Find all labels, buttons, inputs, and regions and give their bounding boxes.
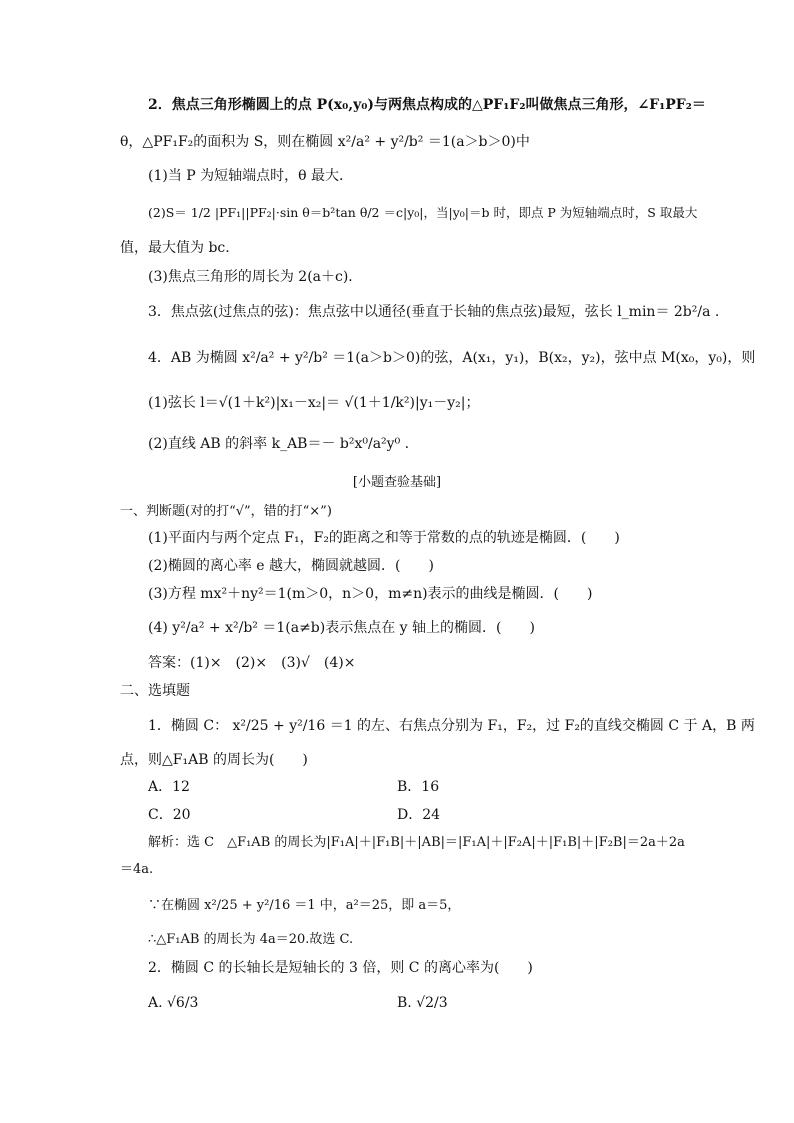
option-a: A．12 xyxy=(148,779,190,795)
text-line: (2)S＝ 1/2 |PF₁||PF₂|·sin θ＝b²tan θ/2 ＝c|y₀|，当|y₀|＝b 时，即点 P 为短轴端点时，S 取最大 xyxy=(148,205,698,220)
section-heading: [小题查验基础] xyxy=(352,475,442,490)
option-a: A. √6/3 xyxy=(148,995,199,1011)
text-line: 4．AB 为椭圆 x²/a² + y²/b² ＝1(a＞b＞0)的弦，A(x₁，y₁)，B(x₂，y₂)，弦中点 M(x₀，y₀)，则 xyxy=(148,350,756,366)
text-line: 2．椭圆 C 的长轴长是短轴长的 3 倍，则 C 的离心率为( ) xyxy=(148,960,533,976)
text-line: (3)焦点三角形的周长为 2(a＋c)． xyxy=(148,269,363,285)
text-line: 2．焦点三角形椭圆上的点 P(x₀,y₀)与两焦点构成的△PF₁F₂叫做焦点三角形，∠F₁PF₂＝ xyxy=(148,97,706,113)
text-line: 3．焦点弦(过焦点的弦)：焦点弦中以通径(垂直于长轴的焦点弦)最短，弦长 l_min＝ 2b²/a . xyxy=(148,304,720,320)
text-line: (1)平面内与两个定点 F₁，F₂的距离之和等于常数的点的轨迹是椭圆．( ) xyxy=(148,530,620,546)
answer-line: 答案：(1)× (2)× (3)√ (4)× xyxy=(148,655,356,671)
solution-line: ＝4a. xyxy=(120,862,154,877)
section-heading: 二、选填题 xyxy=(120,683,190,699)
solution-line: ∵在椭圆 x²/25 + y²/16 ＝1 中，a²＝25，即 a＝5， xyxy=(148,898,461,913)
text-line: 点，则△F₁AB 的周长为( ) xyxy=(120,752,308,768)
text-line: (2)直线 AB 的斜率 k_AB＝－ b²x⁰/a²y⁰ . xyxy=(148,436,410,452)
text-line: 值，最大值为 bc. xyxy=(120,240,230,256)
text-line: θ，△PF₁F₂的面积为 S，则在椭圆 x²/a² + y²/b² ＝1(a＞b＞0)中 xyxy=(120,134,530,150)
option-b: B．16 xyxy=(397,779,440,795)
text-line: 一、判断题(对的打“√”，错的打“×”) xyxy=(120,504,332,519)
solution-line: ∴△F₁AB 的周长为 4a＝20.故选 C. xyxy=(148,932,354,947)
text-line: (4) y²/a² + x²/b² ＝1(a≠b)表示焦点在 y 轴上的椭圆．( ) xyxy=(148,620,535,636)
option-b: B. √2/3 xyxy=(397,995,448,1011)
text-line: (1)弦长 l＝√(1＋k²)|x₁－x₂|＝ √(1＋1/k²)|y₁－y₂|； xyxy=(148,395,480,411)
solution-line: 解析：选 C △F₁AB 的周长为|F₁A|＋|F₁B|＋|AB|＝|F₁A|＋|F₂A|＋|F₁B|＋|F₂B|＝2a＋2a xyxy=(148,835,685,850)
option-d: D．24 xyxy=(397,807,441,823)
text-line: 1．椭圆 C： x²/25 + y²/16 ＝1 的左、右焦点分别为 F₁，F₂，过 F₂的直线交椭圆 C 于 A，B 两 xyxy=(148,718,755,734)
text-line: (2)椭圆的离心率 e 越大，椭圆就越圆．( ) xyxy=(148,558,434,574)
option-c: C．20 xyxy=(148,807,191,823)
text-line: (3)方程 mx²＋ny²＝1(m＞0，n＞0，m≠n)表示的曲线是椭圆．( ) xyxy=(148,586,593,602)
text-line: (1)当 P 为短轴端点时，θ 最大． xyxy=(148,168,354,184)
